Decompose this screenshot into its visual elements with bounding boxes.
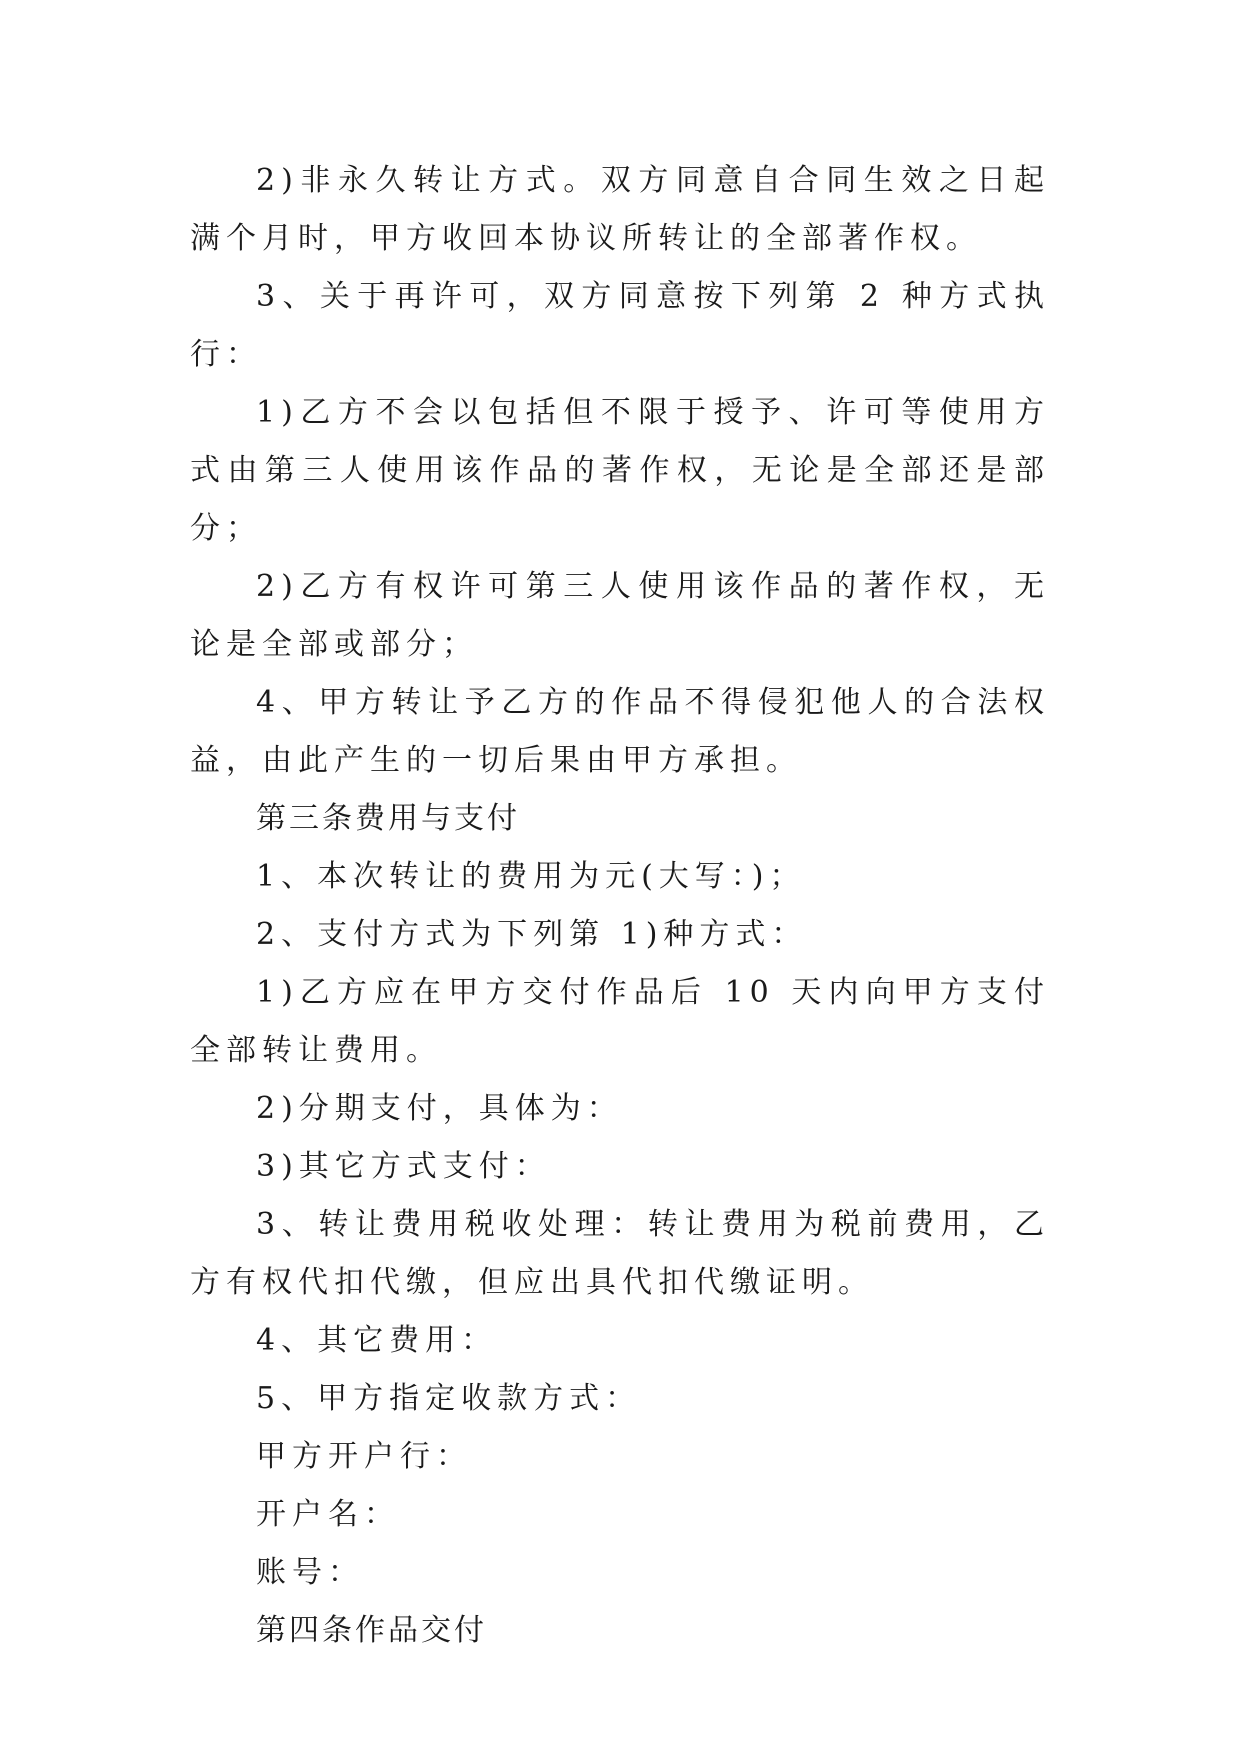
document-body — [190, 152, 1050, 1660]
paragraph-other-fees: 4、其它费用： — [256, 1323, 498, 1358]
field-account-number: 账号： — [256, 1555, 364, 1590]
paragraph-receiving-method: 5、甲方指定收款方式： — [256, 1381, 642, 1416]
paragraph-transfer-fee: 1、本次转让的费用为元(大写：)； — [256, 859, 806, 894]
field-account-name: 开户名： — [256, 1497, 400, 1532]
paragraph-non-permanent-transfer: 2)非永久转让方式。双方同意自合同生效之日起满个月时，甲方收回本协议所转让的全部著作权。 — [190, 163, 1050, 256]
section-heading-work-delivery: 第四条作品交付 — [256, 1613, 487, 1648]
paragraph-rights-warranty: 4、甲方转让予乙方的作品不得侵犯他人的合法权益，由此产生的一切后果由甲方承担。 — [190, 685, 1050, 778]
field-bank-name: 甲方开户行： — [256, 1439, 472, 1474]
paragraph-payment-option-3: 3)其它方式支付： — [256, 1149, 551, 1184]
paragraph-tax-handling: 3、转让费用税收处理：转让费用为税前费用，乙方有权代扣代缴，但应出具代扣代缴证明。 — [190, 1207, 1050, 1300]
paragraph-sublicense-clause: 3、关于再许可，双方同意按下列第 2 种方式执行： — [190, 279, 1050, 372]
paragraph-sublicense-option-2: 2)乙方有权许可第三人使用该作品的著作权，无论是全部或部分； — [190, 569, 1050, 662]
paragraph-payment-method: 2、支付方式为下列第 1)种方式： — [256, 917, 808, 952]
paragraph-sublicense-option-1: 1)乙方不会以包括但不限于授予、许可等使用方式由第三人使用该作品的著作权，无论是全部还是部分； — [190, 395, 1050, 546]
paragraph-payment-option-2: 2)分期支付，具体为： — [256, 1091, 623, 1126]
paragraph-payment-option-1: 1)乙方应在甲方交付作品后 10 天内向甲方支付全部转让费用。 — [190, 975, 1050, 1068]
section-heading-fees-payment: 第三条费用与支付 — [256, 801, 520, 836]
